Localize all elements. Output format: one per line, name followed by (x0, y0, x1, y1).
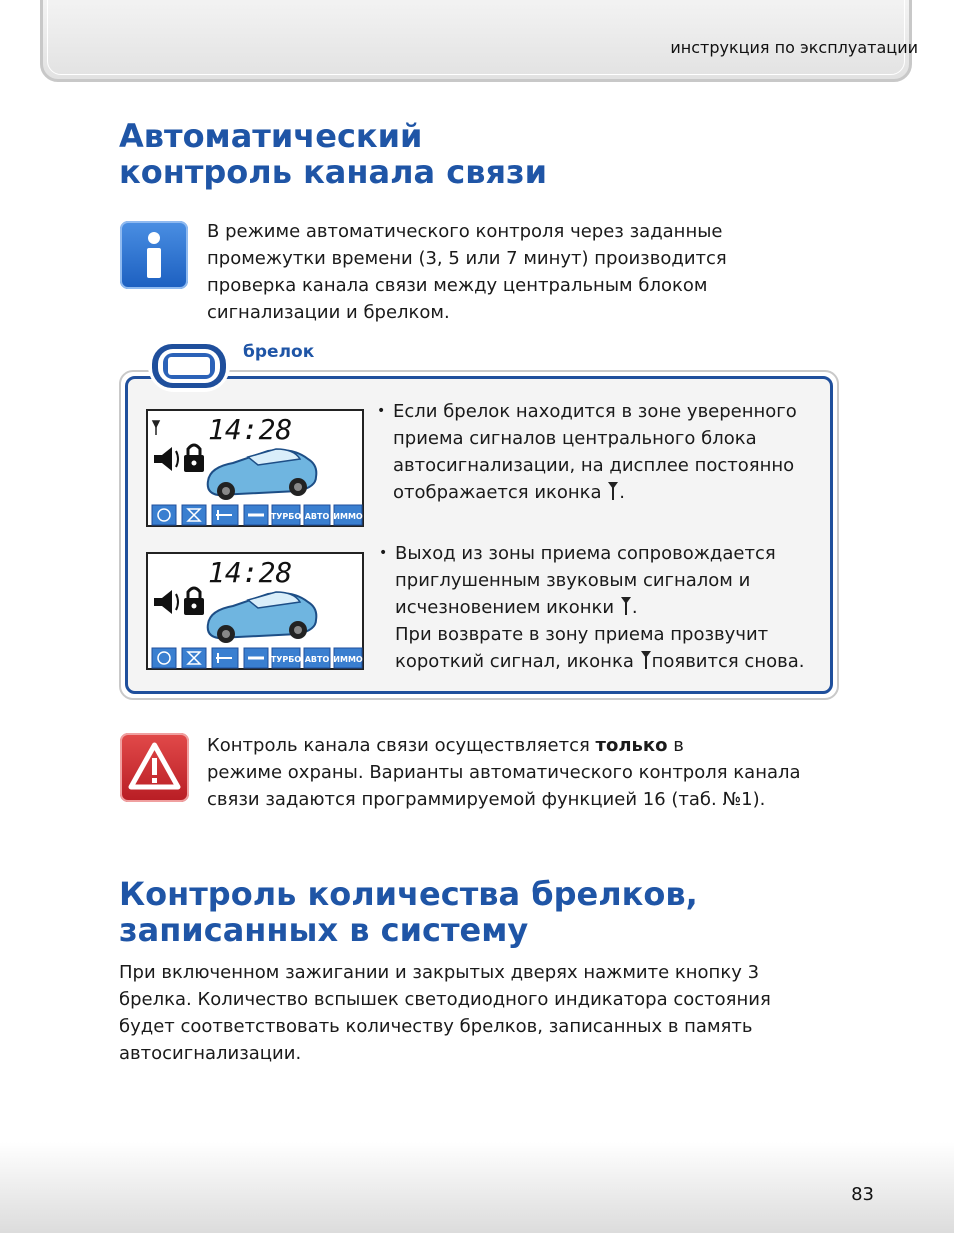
bullet-line: приема сигналов центрального блока (393, 428, 757, 449)
info-line: промежутки времени (3, 5 или 7 минут) производится (207, 248, 727, 269)
section1-title (119, 118, 547, 190)
lcd-time: 14:28 (208, 556, 293, 589)
antenna-icon (640, 650, 652, 670)
bullet-line: Выход из зоны приема сопровождается (395, 543, 776, 564)
key-fob-icon (148, 340, 230, 392)
warning-paragraph (207, 732, 801, 813)
info-line: сигнализации и брелком. (207, 302, 450, 323)
lock-icon (184, 588, 204, 615)
turbo-label: ТУРБО (270, 655, 302, 664)
section2-line: При включенном зажигании и закрытых дверях нажмите кнопку 3 (119, 962, 760, 983)
info-icon (120, 221, 188, 289)
car-icon (208, 592, 317, 643)
lock-icon (184, 445, 204, 472)
info-line: В режиме автоматического контроля через заданные (207, 221, 723, 242)
section1-title-line1: Автоматический (119, 117, 423, 155)
turbo-label: ТУРБО (270, 512, 302, 521)
lcd-display-connected (146, 409, 364, 527)
bullet-line: приглушенным звуковым сигналом и (395, 570, 751, 591)
horn-icon (154, 447, 178, 471)
bullet-dot: • (379, 545, 388, 561)
bullet-line: автосигнализации, на дисплее постоянно (393, 455, 795, 476)
warning-line: режиме охраны. Варианты автоматического контроля канала (207, 762, 801, 783)
fob-badge (148, 340, 230, 392)
antenna-icon (607, 481, 619, 501)
fob-label: брелок (243, 342, 315, 362)
section2-title (119, 876, 698, 948)
antenna-icon (620, 596, 632, 616)
warning-line: связи задаются программируемой функцией 16 (таб. №1). (207, 789, 766, 810)
immo-label: ИММО (333, 655, 363, 664)
section2-line: автосигнализации. (119, 1043, 302, 1064)
bullet-dot: • (377, 403, 386, 419)
section1-title-line2: контроль канала связи (119, 153, 548, 191)
info-line: проверка канала связи между центральным блоком (207, 275, 708, 296)
warning-icon (120, 733, 189, 802)
bullet-line: короткий сигнал, иконка появится снова. (395, 651, 805, 672)
auto-label: АВТО (304, 512, 330, 521)
clock-icon (152, 505, 176, 525)
section2-title-line2: записанных в систему (119, 911, 529, 949)
bullet-line: отображается иконка . (393, 482, 626, 503)
footer-bar (0, 1142, 954, 1233)
auto-label: АВТО (304, 655, 330, 664)
bullet-in-range (377, 398, 797, 506)
horn-icon (154, 590, 178, 614)
section2-line: будет соответствовать количеству брелков, записанных в память (119, 1016, 753, 1037)
lcd-time: 14:28 (208, 413, 293, 446)
clock-icon (152, 648, 176, 668)
bullet-line: исчезновением иконки . (395, 597, 638, 618)
section2-line: брелка. Количество вспышек светодиодного индикатора состояния (119, 989, 771, 1010)
page-number: 83 (851, 1184, 874, 1205)
header-title: инструкция по эксплуатации (670, 38, 918, 57)
lcd-display-disconnected (146, 552, 364, 670)
bullet-line: При возврате в зону приема прозвучит (395, 624, 769, 645)
bullet-out-of-range (379, 540, 805, 675)
warning-emphasis: только (595, 735, 668, 756)
immo-label: ИММО (333, 512, 363, 521)
section2-title-line1: Контроль количества брелков, (119, 875, 698, 913)
section2-paragraph (119, 959, 771, 1067)
bullet-line: Если брелок находится в зоне уверенного (393, 401, 797, 422)
warning-line: Контроль канала связи осуществляется только в (207, 735, 684, 756)
info-paragraph (207, 218, 727, 326)
antenna-icon (153, 421, 159, 435)
car-icon (208, 449, 317, 500)
